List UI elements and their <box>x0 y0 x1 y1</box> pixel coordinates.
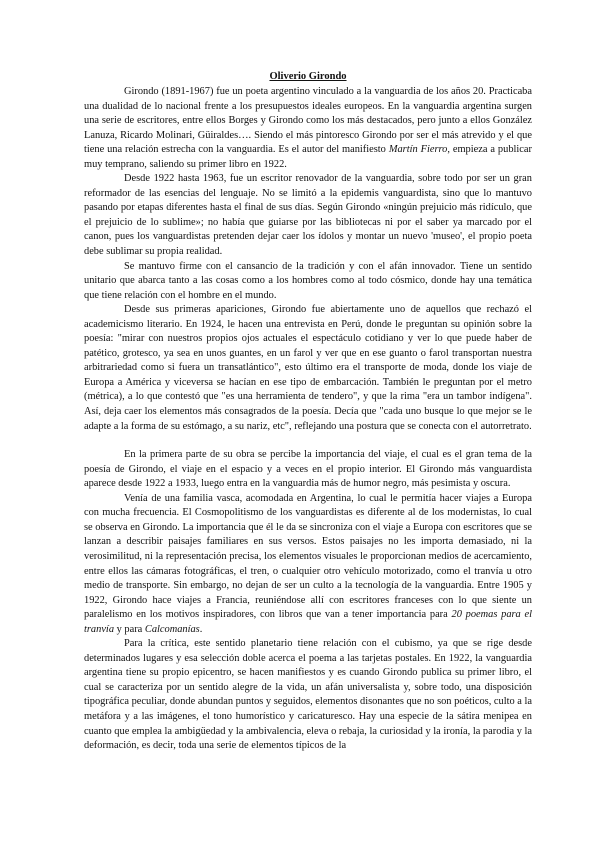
paragraph-intro-text: Girondo (1891-1967) fue un poeta argentino vinculado a la vanguardia de los años 20. Practicaba una dualidad de lo nacional frente a los presupuestos ideales europeos. En la vanguardia argentina surgen una serie de escritores, entre ellos Borges y Girondo como los más destacados, pero junto a ellos González Lanuza, Ricardo Molinari, Güiraldes…. Siendo el más pintoresco Girondo por ser el más atrevido y el que tiene una relación estrecha con la vanguardia. Es el autor del manifiesto <box>84 86 532 156</box>
paragraph-cosmopolitismo-mid: y para <box>114 623 145 635</box>
book-title-calcomanias: Calcomanías <box>144 623 200 635</box>
document-title: Oliverio Girondo <box>269 71 347 82</box>
paragraph-critica: Para la crítica, este sentido planetario tiene relación con el cubismo, ya que se rige desde determinados lugares y esa selección doble acerca el poema a las tarjetas postales. En 1922, la vanguardia argentina tiene su propio epicentro, se hacen manifiestos y es cuando Girondo publica su primer libro, el cual se caracteriza por un sentido alegre de la vida, un afán universalista y, sobre todo, una disposición tipográfica peculiar, donde abundan puntos y seguidos, elementos disonantes que no son poéticos, culto a la metáfora y a las imágenes, el tono humorístico y caricaturesco. Hay una especie de la sátira menipea en cuanto que emplea la ambigüedad y la ambivalencia, eleva o rebaja, la curiosidad y la ironía, la parodia y la deformación, es decir, toda una serie de elementos típicos de la <box>84 638 533 752</box>
paragraph-tradicion: Se mantuvo firme con el cansancio de la tradición y con el afán innovador. Tiene un sentido unitario que abarca tanto a las cosas como a los hombres como al todo cósmico, donde hay una temática que tiene relación con el hombre en el mundo. <box>84 260 532 301</box>
paragraph-gap <box>84 434 532 448</box>
paragraph-intro <box>84 85 532 172</box>
paragraph-renovador: Desde 1922 hasta 1963, fue un escritor renovador de la vanguardia, sobre todo por ser un gran reformador de las esencias del lenguaje. No se limitó a la epidemis vanguardista, sino que lo mantuvo pasando por etapas diferentes hasta el final de sus días. Según Girondo «ningún prejuicio más ridículo, que el prejuicio de lo sublime»; no había que guiarse por las bibliotecas ni por el saber ya marcado por el canon, pues los vanguardistas pretenden dejar caer los ídolos y montar un nuevo 'museo', el propio poeta debe sublimar su propia realidad. <box>84 173 532 258</box>
paragraph-cosmopolitismo-end: . <box>199 623 203 635</box>
paragraph-cosmopolitismo-text: Venía de una familia vasca, acomodada en Argentina, lo cual le permitía hacer viajes a Europa con mucha frecuencia. El Cosmopolitismo de los vanguardistas es diferente al de los modernistas, lo cual se observa en Girondo. La importancia que él le da se sincroniza con el viaje a Europa con escritores que se lanzan a describir paisajes familiares en sus versos. Estos paisajes no les importa demasiado, ni la verosimilitud, ni la representación precisa, los elementos visuales le proporcionan medios de acercamiento, entre ellos las cámaras fotográficas, el tren, o cualquier otro vehículo motorizado, como el tranvía u otro medio de transporte. Sin embargo, no dejan de ser un culto a la tecnología de la vanguardia. Entre 1905 y 1922, Girondo hace viajes a Francia, reuniéndose allí con escritores franceses con lo que siente un paralelismo en los motivos inspiradores, con libros que van a tener importancia para <box>84 492 532 621</box>
book-title-tranvia: 20 poemas para el tranvía <box>84 609 532 635</box>
paragraph-academicismo: Desde sus primeras apariciones, Girondo fue abiertamente uno de aquellos que rechazó el academicismo literario. En 1924, le hacen una entrevista en Perú, donde le preguntan su opinión sobre la poesía: "mirar con nuestros propios ojos actuales el espectáculo cotidiano y ver lo que puede haber de patético, grotesco, ya sea en unos guantes, en un farol y ver que en ese guanto o farol transportan nuestra arbitrariedad como si fuera un transatlántico", esto último era el transporte de moda, donde los viaje de Europa a América y viceversa se hacían en ese tipo de embarcación. También le preguntan por el metro (métrica), a lo que contestó que "es una herramienta de tendero", y que la rima "era un tambor indígena". Así, deja caer los elementos más consagrados de la poesía. Decía que "cada uno busque lo que mejor se le adapte a la forma de su estómago, a su nariz, etc", reflejando una postura que se conecta con el autorretrato. <box>84 304 532 432</box>
paragraph-intro-end: , empieza a publicar muy temprano, saliendo su primer libro en 1922. <box>84 144 532 170</box>
paragraph-cosmopolitismo <box>84 492 532 637</box>
manifesto-title: Martín Fierro <box>388 144 448 156</box>
paragraph-viaje: En la primera parte de su obra se percibe la importancia del viaje, el cual es el gran tema de la poesía de Girondo, el viaje en el espacio y a veces en el propio interior. El Girondo más vanguardista aparece desde 1922 a 1933, luego entra en la vanguardia más de humor negro, más pesimista y oscura. <box>84 449 532 490</box>
